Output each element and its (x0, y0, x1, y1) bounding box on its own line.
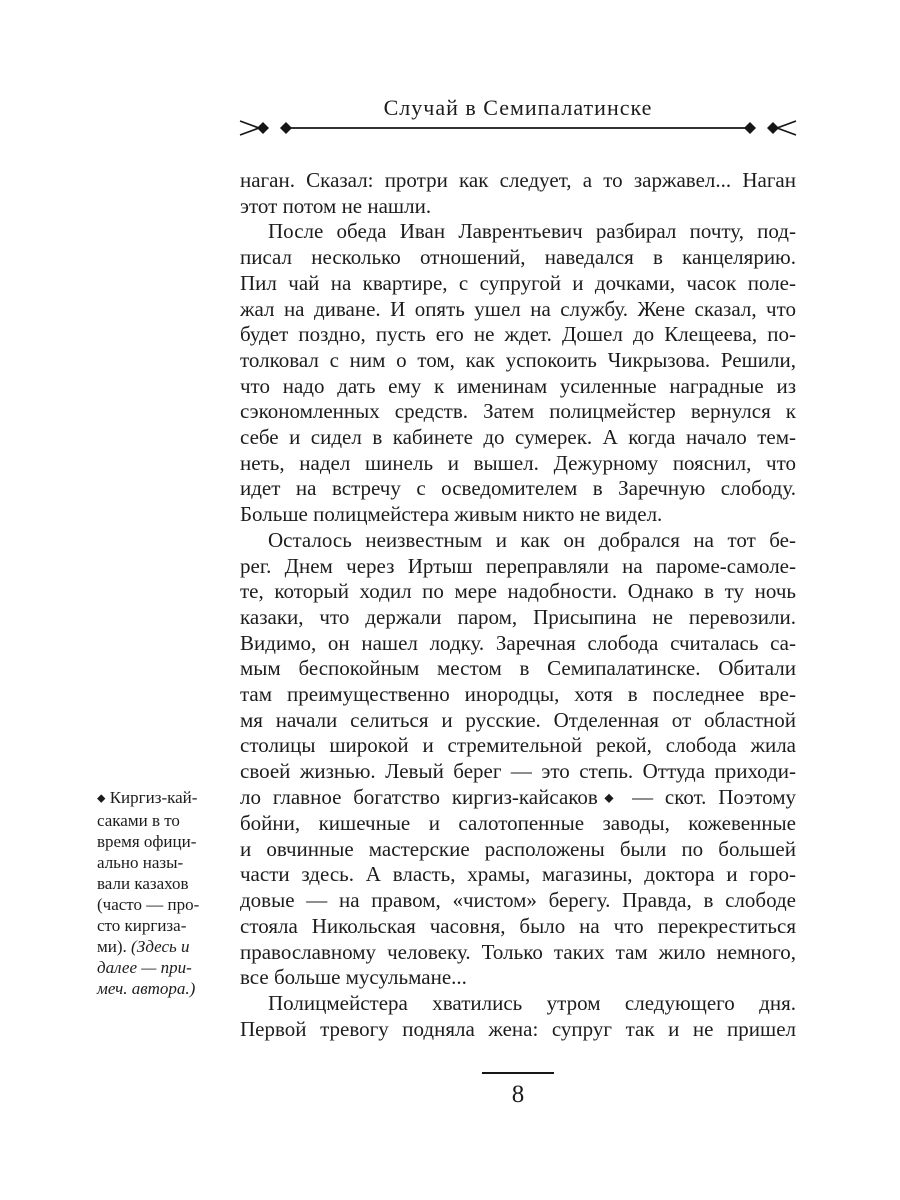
body-line: стояла Никольская часовня, было на что перекреститься (240, 913, 796, 938)
body-line: мя начали селиться и русские. Отделенная от областной (240, 707, 796, 732)
body-line: Первой тревогу подняла жена: супруг так и не пришел (240, 1016, 796, 1041)
margin-note-line: (часто — про- (97, 894, 200, 914)
body-line: части здесь. А власть, храмы, магазины, доктора и горо- (240, 862, 796, 887)
footer-divider (482, 1072, 554, 1074)
body-line: те, который ходил по мере надобности. Однако в ту ночь (240, 579, 796, 604)
margin-note-line: ально назы- (97, 852, 184, 872)
margin-note-line: меч. автора.) (97, 978, 196, 998)
body-line: Больше полицмейстера живым никто не видел. (240, 502, 663, 527)
body-line: своей жизнью. Левый берег — это степь. Оттуда приходи- (240, 759, 796, 784)
margin-note-line: ◆ Киргиз-кай- (97, 788, 198, 807)
body-line: Видимо, он нашел лодку. Заречная слобода считалась са- (240, 630, 796, 655)
body-line: сэкономленных средств. Затем полицмейстер вернулся к (240, 399, 796, 424)
body-line: себе и сидел в кабинете до сумерек. А когда начало тем- (240, 425, 796, 450)
body-line: что надо дать ему к именинам усиленные наградные из (240, 373, 796, 398)
body-line: мым беспокойным местом в Семипалатинске. Обитали (240, 656, 796, 681)
footnote-marker-icon: ◆ (597, 790, 621, 805)
body-line: казаки, что держали паром, Присыпина не перевозили. (240, 604, 796, 629)
body-line: там преимущественно инородцы, хотя в последнее вре- (240, 682, 796, 707)
body-line: жал на диване. И опять ушел на службу. Жене сказал, что (240, 296, 796, 321)
body-line: ло главное богатство киргиз-кайсаков◆ — скот. Поэтому (240, 784, 796, 809)
ornamental-rule-icon (238, 117, 798, 139)
body-line: столицы широкой и стремительной рекой, слобода жила (240, 733, 796, 758)
body-line: После обеда Иван Лаврентьевич разбирал почту, под- (268, 219, 796, 244)
page-number: 8 (511, 1081, 525, 1108)
margin-note-line: сто киргиза- (97, 915, 187, 935)
body-line: Осталось неизвестным и как он добрался на тот бе- (268, 527, 796, 552)
margin-note-line: ми). (Здесь и (97, 936, 190, 956)
margin-note-line: далее — при- (97, 957, 192, 977)
margin-note-line: саками в то (97, 810, 180, 830)
body-line: наган. Сказал: протри как следует, а то заржавел... Наган (240, 168, 796, 192)
margin-note-line: время офици- (97, 831, 197, 851)
footnote-marker-icon: ◆ (97, 792, 106, 805)
body-line: и овчинные мастерские расположены были по большей (240, 836, 796, 861)
margin-note-line: вали казахов (97, 873, 189, 893)
body-line: писал несколько отношений, наведался в канцелярию. (240, 245, 796, 270)
running-head-title: Случай в Семипалатинске (383, 95, 653, 120)
page-footer (240, 1072, 796, 1109)
body-line: рег. Днем через Иртыш переправляли на пароме-самоле- (240, 553, 796, 578)
body-line: неть, надел шинель и вышел. Дежурному пояснил, что (240, 450, 796, 475)
body-line: Полицмейстера хватились утром следующего дня. (268, 991, 796, 1015)
body-line: этот потом не нашли. (240, 193, 432, 218)
body-line: толковал с ним о том, как успокоить Чикрызова. Решили, (240, 347, 796, 372)
body-text (240, 168, 796, 1042)
body-line: будет поздно, пусть его не ждет. Дошел до Клещеева, по- (240, 322, 796, 347)
body-line: Пил чай на квартире, с супругой и дочками, часок поле- (240, 270, 796, 295)
body-line: все больше мусульмане... (240, 965, 467, 990)
body-line: бойни, кишечные и салотопенные заводы, кожевенные (240, 811, 796, 836)
body-line: православному человеку. Только таких там жило немного, (240, 939, 796, 964)
body-line: довые — на правом, «чистом» берегу. Правда, в слободе (240, 888, 796, 913)
margin-note (97, 787, 239, 999)
body-line: идет на встречу с осведомителем в Заречную слободу. (240, 476, 796, 501)
